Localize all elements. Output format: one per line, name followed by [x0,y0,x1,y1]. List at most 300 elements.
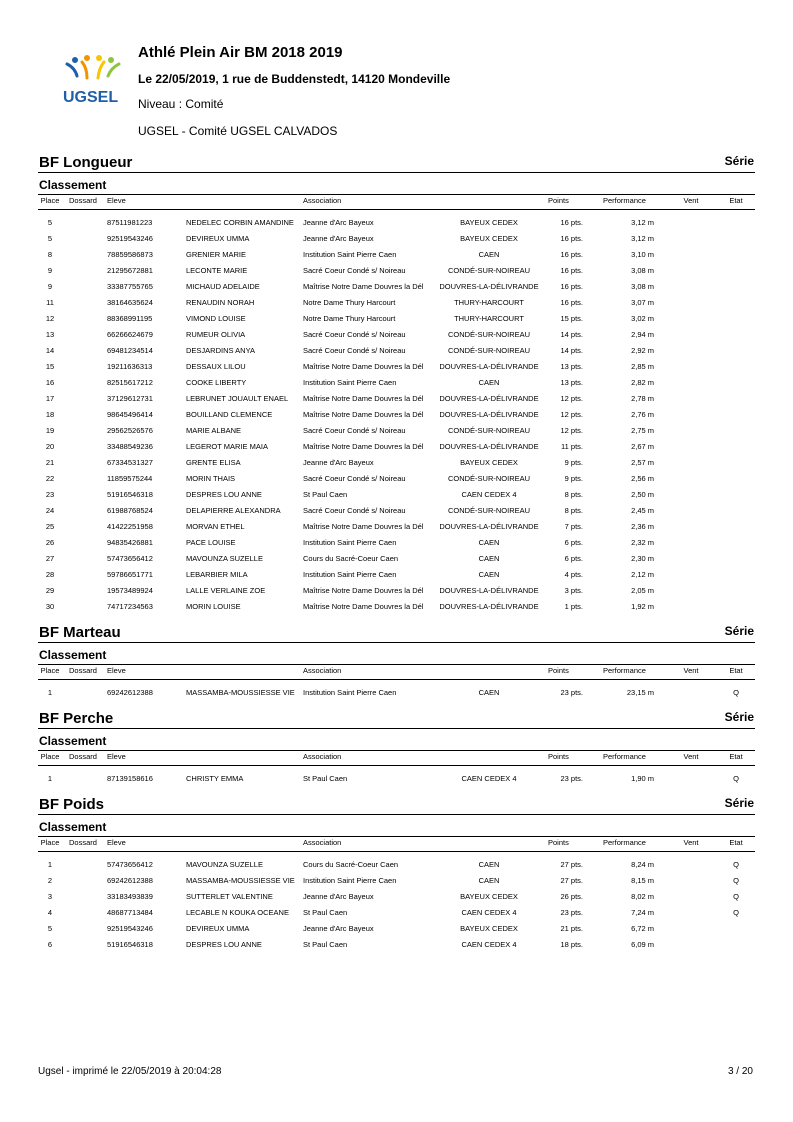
column-header-performance: Performance [603,838,646,847]
name-cell: LEBARBIER MILA [186,570,248,579]
points-cell: 13 pts. [560,362,583,371]
place-cell: 21 [45,458,55,467]
place-cell: 2 [47,876,53,885]
table-row [38,536,755,552]
points-cell: 6 pts. [564,538,583,547]
column-header-dossard: Dossard [69,752,97,761]
table-row [38,922,755,938]
city-cell: BAYEUX CEDEX [460,892,518,901]
ugsel-logo [62,54,124,108]
association-cell: Institution Saint Pierre Caen [303,688,397,697]
section-header [38,707,755,729]
dossard-cell: 19573489924 [107,586,153,595]
city-cell: DOUVRES-LA-DÉLIVRANDE [439,586,539,595]
place-cell: 1 [47,860,53,869]
dossard-cell: 19211636313 [107,362,153,371]
city-cell: BAYEUX CEDEX [460,458,518,467]
performance-cell: 6,09 m [631,940,654,949]
organisation: UGSEL - Comité UGSEL CALVADOS [138,124,338,138]
dossard-cell: 59786651771 [107,570,153,579]
association-cell: Notre Dame Thury Harcourt [303,314,396,323]
performance-cell: 2,78 m [631,394,654,403]
column-header-eleve: Eleve [107,752,126,761]
column-header-etat: Etat [729,838,743,847]
association-cell: Cours du Sacré-Coeur Caen [303,860,399,869]
points-cell: 6 pts. [564,554,583,563]
classement-label: Classement [39,178,107,192]
classement-label: Classement [39,734,107,748]
performance-cell: 2,50 m [631,490,654,499]
table-row [38,280,755,296]
association-cell: Institution Saint Pierre Caen [303,250,397,259]
dossard-cell: 69481234514 [107,346,153,355]
points-cell: 3 pts. [564,586,583,595]
city-cell: CAEN CEDEX 4 [461,908,517,917]
dossard-cell: 67334531327 [107,458,153,467]
place-cell: 8 [47,250,53,259]
column-header-etat: Etat [729,666,743,675]
column-header-points: Points [548,752,569,761]
association-cell: Jeanne d'Arc Bayeux [303,458,374,467]
place-cell: 5 [47,218,53,227]
table-row [38,600,755,616]
performance-cell: 2,30 m [631,554,654,563]
dossard-cell: 51916546318 [107,940,153,949]
name-cell: LECONTE MARIE [186,266,248,275]
city-cell: CAEN [478,538,500,547]
name-cell: PACE LOUISE [186,538,236,547]
page-number: 3 / 20 [727,1066,753,1077]
table-header-row [38,665,755,680]
place-cell: 6 [47,940,53,949]
dossard-cell: 87511981223 [107,218,153,227]
city-cell: BAYEUX CEDEX [460,218,518,227]
city-cell: CAEN CEDEX 4 [461,774,517,783]
city-cell: CAEN CEDEX 4 [461,940,517,949]
performance-cell: 2,36 m [631,522,654,531]
name-cell: DESSAUX LILOU [186,362,246,371]
association-cell: St Paul Caen [303,774,348,783]
dossard-cell: 57473656412 [107,860,153,869]
name-cell: MICHAUD ADELAIDE [186,282,260,291]
place-cell: 25 [45,522,55,531]
section-title: BF Perche [39,710,114,727]
points-cell: 7 pts. [564,522,583,531]
name-cell: LECABLE N KOUKA OCEANE [186,908,289,917]
table-row [38,472,755,488]
points-cell: 15 pts. [560,314,583,323]
dossard-cell: 61988768524 [107,506,153,515]
classement-header [38,729,755,751]
column-header-performance: Performance [603,752,646,761]
place-cell: 15 [45,362,55,371]
dossard-cell: 33488549236 [107,442,153,451]
performance-cell: 1,92 m [631,602,654,611]
performance-cell: 2,32 m [631,538,654,547]
city-cell: DOUVRES-LA-DÉLIVRANDE [439,394,539,403]
dossard-cell: 48687713484 [107,908,153,917]
column-header-etat: Etat [729,752,743,761]
dossard-cell: 94835426881 [107,538,153,547]
table-row [38,440,755,456]
points-cell: 16 pts. [560,250,583,259]
place-cell: 9 [47,266,53,275]
points-cell: 11 pts. [561,442,583,451]
name-cell: GRENTE ELISA [186,458,241,467]
column-header-points: Points [548,838,569,847]
dossard-cell: 57473656412 [107,554,153,563]
name-cell: COOKE LIBERTY [186,378,247,387]
points-cell: 27 pts. [560,860,583,869]
column-header-etat: Etat [729,196,743,205]
classement-label: Classement [39,820,107,834]
points-cell: 23 pts. [560,908,583,917]
place-cell: 24 [45,506,55,515]
table-header-row [38,837,755,852]
dossard-cell: 11859575244 [107,474,153,483]
performance-cell: 23,15 m [626,688,654,697]
column-header-place: Place [40,752,60,761]
dossard-cell: 74717234563 [107,602,153,611]
association-cell: Cours du Sacré-Coeur Caen [303,554,399,563]
performance-cell: 2,12 m [631,570,654,579]
column-header-dossard: Dossard [69,666,97,675]
performance-cell: 8,02 m [631,892,654,901]
etat-cell: Q [733,688,739,697]
place-cell: 29 [45,586,55,595]
column-header-eleve: Eleve [107,838,126,847]
performance-cell: 2,85 m [631,362,654,371]
points-cell: 16 pts. [560,266,583,275]
association-cell: Maîtrise Notre Dame Douvres la Dél [303,410,424,419]
name-cell: LALLE VERLAINE ZOE [186,586,266,595]
name-cell: MORVAN ETHEL [186,522,245,531]
city-cell: CAEN [478,688,500,697]
table-row [38,552,755,568]
city-cell: CAEN [478,250,500,259]
table-row [38,772,755,788]
name-cell: VIMOND LOUISE [186,314,246,323]
dossard-cell: 33183493839 [107,892,153,901]
name-cell: RUMEUR OLIVIA [186,330,246,339]
etat-cell: Q [733,860,739,869]
association-cell: Notre Dame Thury Harcourt [303,298,396,307]
section-header [38,793,755,815]
place-cell: 20 [45,442,55,451]
table-row [38,938,755,954]
table-row [38,874,755,890]
column-header-vent: Vent [683,196,699,205]
city-cell: DOUVRES-LA-DÉLIVRANDE [439,282,539,291]
name-cell: DESPRES LOU ANNE [186,940,262,949]
place-cell: 4 [47,908,53,917]
points-cell: 23 pts. [560,774,583,783]
association-cell: St Paul Caen [303,940,348,949]
table-row [38,408,755,424]
name-cell: LEBRUNET JOUAULT ENAEL [186,394,289,403]
table-row [38,376,755,392]
name-cell: MARIE ALBANE [186,426,242,435]
points-cell: 12 pts. [560,426,583,435]
name-cell: DESPRES LOU ANNE [186,490,262,499]
performance-cell: 8,24 m [631,860,654,869]
name-cell: NEDELEC CORBIN AMANDINE [186,218,294,227]
place-cell: 3 [47,892,53,901]
column-header-association: Association [303,838,342,847]
section-header [38,621,755,643]
classement-header [38,815,755,837]
print-timestamp: Ugsel - imprimé le 22/05/2019 à 20:04:28 [38,1066,222,1077]
dossard-cell: 87139158616 [107,774,153,783]
name-cell: MASSAMBA-MOUSSIESSE VIE [186,876,295,885]
etat-cell: Q [733,774,739,783]
results-sections [0,151,793,959]
points-cell: 16 pts. [560,282,583,291]
performance-cell: 3,10 m [631,250,654,259]
dossard-cell: 29562526576 [107,426,153,435]
performance-cell: 2,56 m [631,474,654,483]
table-row [38,906,755,922]
column-header-eleve: Eleve [107,196,126,205]
dossard-cell: 78859586873 [107,250,153,259]
association-cell: Sacré Coeur Condé s/ Noireau [303,474,406,483]
city-cell: CONDÉ-SUR-NOIREAU [447,474,531,483]
association-cell: Jeanne d'Arc Bayeux [303,234,374,243]
column-header-association: Association [303,666,342,675]
column-header-vent: Vent [683,752,699,761]
association-cell: Institution Saint Pierre Caen [303,876,397,885]
place-cell: 9 [47,282,53,291]
place-cell: 30 [45,602,55,611]
name-cell: BOUILLAND CLEMENCE [186,410,273,419]
dossard-cell: 51916546318 [107,490,153,499]
association-cell: Jeanne d'Arc Bayeux [303,892,374,901]
column-header-vent: Vent [683,838,699,847]
city-cell: CONDÉ-SUR-NOIREAU [447,346,531,355]
table-row [38,890,755,906]
association-cell: Maîtrise Notre Dame Douvres la Dél [303,586,424,595]
name-cell: MASSAMBA-MOUSSIESSE VIE [186,688,295,697]
performance-cell: 3,02 m [631,314,654,323]
city-cell: CONDÉ-SUR-NOIREAU [447,506,531,515]
association-cell: Institution Saint Pierre Caen [303,570,397,579]
association-cell: Maîtrise Notre Dame Douvres la Dél [303,522,424,531]
performance-cell: 1,90 m [631,774,654,783]
table-row [38,686,755,702]
performance-cell: 2,76 m [631,410,654,419]
dossard-cell: 82515617212 [107,378,153,387]
place-cell: 14 [45,346,55,355]
dossard-cell: 69242612388 [107,876,153,885]
city-cell: CAEN [478,554,500,563]
association-cell: Institution Saint Pierre Caen [303,378,397,387]
serie-label: Série [724,710,754,724]
section-title: BF Marteau [39,624,121,641]
city-cell: CAEN [478,876,500,885]
performance-cell: 2,67 m [631,442,654,451]
column-header-place: Place [40,196,60,205]
table-row [38,312,755,328]
place-cell: 16 [45,378,55,387]
table-row [38,344,755,360]
place-cell: 26 [45,538,55,547]
points-cell: 16 pts. [560,218,583,227]
association-cell: Sacré Coeur Condé s/ Noireau [303,266,406,275]
column-header-points: Points [548,666,569,675]
performance-cell: 2,45 m [631,506,654,515]
performance-cell: 2,05 m [631,586,654,595]
points-cell: 14 pts. [560,346,583,355]
place-cell: 19 [45,426,55,435]
place-cell: 18 [45,410,55,419]
table-row [38,584,755,600]
points-cell: 8 pts. [564,506,583,515]
serie-label: Série [724,154,754,168]
city-cell: CAEN [478,860,500,869]
points-cell: 13 pts. [560,378,583,387]
city-cell: CAEN CEDEX 4 [461,490,517,499]
name-cell: MAVOUNZA SUZELLE [186,860,263,869]
dossard-cell: 41422251958 [107,522,153,531]
association-cell: Sacré Coeur Condé s/ Noireau [303,330,406,339]
column-header-dossard: Dossard [69,838,97,847]
column-header-eleve: Eleve [107,666,126,675]
association-cell: Jeanne d'Arc Bayeux [303,218,374,227]
column-header-vent: Vent [683,666,699,675]
performance-cell: 3,12 m [631,218,654,227]
association-cell: Maîtrise Notre Dame Douvres la Dél [303,602,424,611]
performance-cell: 8,15 m [631,876,654,885]
performance-cell: 2,82 m [631,378,654,387]
place-cell: 1 [47,774,53,783]
points-cell: 27 pts. [560,876,583,885]
dossard-cell: 66266624679 [107,330,153,339]
association-cell: St Paul Caen [303,490,348,499]
name-cell: MORIN LOUISE [186,602,241,611]
association-cell: Maîtrise Notre Dame Douvres la Dél [303,442,424,451]
place-cell: 5 [47,234,53,243]
association-cell: Sacré Coeur Condé s/ Noireau [303,346,406,355]
points-cell: 1 pts. [564,602,583,611]
table-row [38,296,755,312]
place-cell: 23 [45,490,55,499]
city-cell: DOUVRES-LA-DÉLIVRANDE [439,522,539,531]
table-header-row [38,751,755,766]
dossard-cell: 21295672881 [107,266,153,275]
points-cell: 18 pts. [560,940,583,949]
column-header-place: Place [40,838,60,847]
table-row [38,248,755,264]
place-cell: 22 [45,474,55,483]
place-cell: 28 [45,570,55,579]
serie-label: Série [724,624,754,638]
city-cell: CONDÉ-SUR-NOIREAU [447,266,531,275]
association-cell: Sacré Coeur Condé s/ Noireau [303,506,406,515]
city-cell: DOUVRES-LA-DÉLIVRANDE [439,410,539,419]
table-row [38,456,755,472]
etat-cell: Q [733,908,739,917]
table-row [38,858,755,874]
points-cell: 23 pts. [560,688,583,697]
name-cell: DESJARDINS ANYA [186,346,256,355]
table-row [38,568,755,584]
city-cell: THURY-HARCOURT [454,314,524,323]
association-cell: Maîtrise Notre Dame Douvres la Dél [303,394,424,403]
points-cell: 8 pts. [564,490,583,499]
city-cell: CONDÉ-SUR-NOIREAU [447,330,531,339]
dossard-cell: 92519543246 [107,234,153,243]
dossard-cell: 69242612388 [107,688,153,697]
name-cell: GRENIER MARIE [186,250,247,259]
name-cell: CHRISTY EMMA [186,774,244,783]
city-cell: BAYEUX CEDEX [460,924,518,933]
name-cell: MAVOUNZA SUZELLE [186,554,263,563]
dossard-cell: 33387755765 [107,282,153,291]
section-title: BF Longueur [39,154,133,171]
city-cell: CAEN [478,378,500,387]
classement-header [38,173,755,195]
table-row [38,504,755,520]
city-cell: DOUVRES-LA-DÉLIVRANDE [439,442,539,451]
place-cell: 1 [47,688,53,697]
name-cell: LEGEROT MARIE MAIA [186,442,268,451]
place-cell: 5 [47,924,53,933]
name-cell: DELAPIERRE ALEXANDRA [186,506,281,515]
performance-cell: 3,07 m [631,298,654,307]
dossard-cell: 98645496414 [107,410,153,419]
place-cell: 17 [45,394,55,403]
dossard-cell: 88368991195 [107,314,153,323]
table-row [38,264,755,280]
name-cell: DEVIREUX UMMA [186,924,250,933]
city-cell: DOUVRES-LA-DÉLIVRANDE [439,362,539,371]
etat-cell: Q [733,876,739,885]
city-cell: CAEN [478,570,500,579]
performance-cell: 6,72 m [631,924,654,933]
classement-label: Classement [39,648,107,662]
points-cell: 12 pts. [560,410,583,419]
section-header [38,151,755,173]
etat-cell: Q [733,892,739,901]
association-cell: Sacré Coeur Condé s/ Noireau [303,426,406,435]
column-header-association: Association [303,196,342,205]
points-cell: 4 pts. [564,570,583,579]
event-level: Niveau : Comité [138,97,224,111]
table-row [38,520,755,536]
serie-label: Série [724,796,754,810]
svg-text:UGSEL: UGSEL [63,89,119,106]
points-cell: 16 pts. [560,298,583,307]
classement-header [38,643,755,665]
performance-cell: 3,08 m [631,266,654,275]
table-row [38,488,755,504]
city-cell: THURY-HARCOURT [454,298,524,307]
performance-cell: 2,57 m [631,458,654,467]
name-cell: SUTTERLET VALENTINE [186,892,273,901]
points-cell: 21 pts. [560,924,583,933]
points-cell: 26 pts. [560,892,583,901]
place-cell: 13 [45,330,55,339]
performance-cell: 2,92 m [631,346,654,355]
performance-cell: 2,94 m [631,330,654,339]
city-cell: CONDÉ-SUR-NOIREAU [447,426,531,435]
table-row [38,328,755,344]
document-title: Athlé Plein Air BM 2018 2019 [138,44,343,61]
city-cell: BAYEUX CEDEX [460,234,518,243]
column-header-association: Association [303,752,342,761]
event-date-place: Le 22/05/2019, 1 rue de Buddenstedt, 14120 Mondeville [138,72,451,86]
place-cell: 12 [45,314,55,323]
